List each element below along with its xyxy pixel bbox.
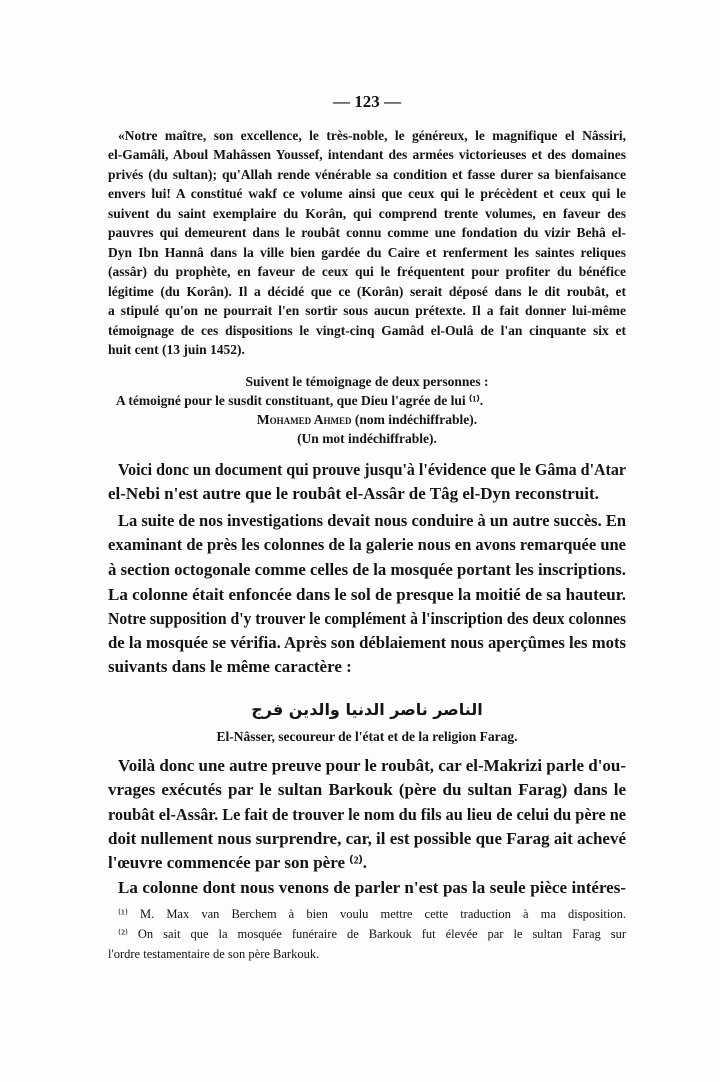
footnote-line	[118, 906, 626, 923]
paragraph-line	[108, 559, 634, 581]
quote-line	[118, 127, 626, 145]
quote-line	[108, 322, 626, 340]
inscription-translation-text: El-Nâsser, secoureur de l'état et de la religion Farag.	[216, 729, 518, 744]
paragraph-line-text: roubât el-Assâr. Le fait de trouver le nom du fils au lieu de celui du père ne	[108, 805, 626, 824]
quote-line	[108, 166, 626, 184]
quote-line	[108, 244, 626, 262]
quote-line	[108, 263, 626, 281]
paragraph-line	[108, 608, 670, 630]
quote-line-text: Dyn Ibn Hannâ dans la ville bien gardée du Caire et renferment les saintes reliques	[108, 245, 626, 260]
quote-line-text: légitime (du Korân). Il a décidé que ce (Korân) serait déposé dans le dit roubât, et	[108, 284, 626, 299]
quote-line-text: (assâr) du prophète, en faveur de ceux qui le fréquentent pour profiter du bénéfice	[108, 264, 626, 279]
arabic-inscription	[251, 700, 482, 719]
paragraph-line-text: La colonne dont nous venons de parler n'est pas la seule pièce intéres-	[118, 878, 626, 897]
witness-note-text: (Un mot indéchiffrable).	[297, 431, 437, 446]
quote-line	[108, 224, 626, 242]
paragraph-line	[118, 459, 658, 481]
footnote-line	[108, 946, 319, 963]
paragraph-line-text: doit nullement nous surprendre, car, il est possible que Farag ait achevé	[108, 829, 626, 848]
quote-line-text: suivent du saint exemplaire du Korân, qui comprend trente volumes, en faveur des	[108, 206, 626, 221]
paragraph-line	[108, 534, 642, 556]
paragraph-line	[108, 632, 636, 654]
quote-line	[108, 283, 626, 301]
witness-intro-text: Suivent le témoignage de deux personnes :	[245, 374, 489, 389]
quote-line	[108, 185, 626, 203]
paragraph-line-text: La suite de nos investigations devait nous conduire à un autre succès. En	[118, 511, 626, 530]
paragraph-line-text: La colonne était enfoncée dans le sol de presque la moitié de sa hauteur.	[108, 585, 626, 604]
quote-line	[108, 302, 626, 320]
page-number-text: — 123 —	[333, 92, 401, 111]
quote-line	[108, 205, 626, 223]
paragraph-line-text: suivants dans le même caractère :	[108, 657, 352, 676]
paragraph-line	[108, 483, 599, 505]
paragraph-line-text: Voici donc un document qui prouve jusqu'à l'évidence que le Gâma d'Atar	[118, 460, 626, 479]
quote-line-text: pauvres qui demeurent dans le roubât connu comme une fondation du vizir Behâ el-	[108, 225, 626, 240]
quote-line-text: privés (du sultan); qu'Allah rende vénérable sa condition et fasse durer sa bienfaisance	[108, 167, 626, 182]
quote-line-text: a stipulé qu'on ne pourrait l'en sortir sous aucun prétexte. Il a fait donner lui-même	[108, 303, 626, 318]
quote-line-text: el-Gamâli, Aboul Mahâssen Youssef, intendant des armées victorieuses et des domaines	[108, 147, 626, 162]
quote-line	[108, 146, 626, 164]
arabic-inscription-text: الناصر ناصر الدنيا والدين فرج	[251, 700, 483, 719]
witness-line-text: A témoigné pour le susdit constituant, que Dieu l'agrée de lui ⁽¹⁾.	[116, 393, 484, 408]
paragraph-line-text: examinant de près les colonnes de la galerie nous en avons remarquée une	[108, 535, 626, 554]
quote-line-text: huit cent (13 juin 1452).	[108, 342, 245, 357]
witness-name-text	[257, 411, 477, 429]
witness-name	[257, 411, 477, 429]
paragraph-line	[118, 510, 642, 532]
footnote-line-text: ⁽¹⁾ M. Max van Berchem à bien voulu mettre cette traduction à ma disposition.	[118, 907, 626, 921]
paragraph-line	[108, 656, 352, 678]
quote-line-text: envers lui! A constitué wakf ce volume ainsi que ceux qui le précèdent et ceux qui le	[108, 186, 626, 201]
quote-line-text: témoignage de ces dispositions le vingt-cinq Gamâd el-Oulâ de l'an cinquante six et	[108, 323, 626, 338]
footnote-line	[118, 926, 626, 943]
paragraph-line	[108, 779, 626, 801]
paragraph-line-text: Voilà donc une autre preuve pour le roubât, car el-Makrizi parle d'ou-	[118, 756, 626, 775]
page-number	[333, 92, 401, 112]
paragraph-line	[118, 755, 627, 777]
paragraph-line	[108, 852, 367, 874]
paragraph-line-text: de la mosquée se vérifia. Après son déblaiement nous aperçûmes les mots	[108, 633, 626, 652]
paragraph-line	[108, 584, 626, 606]
witness-name-rest: (nom indéchiffrable).	[351, 412, 478, 427]
paragraph-line	[108, 828, 627, 850]
paragraph-line	[108, 804, 650, 826]
paragraph-line-text: el-Nebi n'est autre que le roubât el-Assâr de Tâg el-Dyn reconstruit.	[108, 484, 599, 503]
quote-line	[108, 341, 245, 359]
quote-line-text: «Notre maître, son excellence, le très-noble, le généreux, le magnifique el Nâssiri,	[118, 128, 626, 143]
footnote-line-text: l'ordre testamentaire de son père Barkouk.	[108, 947, 320, 961]
paragraph-line-text: à section octogonale comme celles de la mosquée portant les inscriptions.	[108, 560, 626, 579]
paragraph-line-text: Notre supposition d'y trouver le complément à l'inscription des deux colonnes	[108, 609, 626, 628]
paragraph-line-text: vrages exécutés par le sultan Barkouk (père du sultan Farag) dans le	[108, 780, 626, 799]
footnote-line-text: ⁽²⁾ On sait que la mosquée funéraire de Barkouk fut élevée par le sultan Farag sur	[118, 927, 626, 941]
inscription-translation	[217, 728, 518, 746]
witness-name-smallcaps: Mohamed Ahmed	[256, 412, 352, 427]
witness-intro	[246, 373, 489, 391]
paragraph-line-text: l'œuvre commencée par son père ⁽²⁾.	[108, 853, 367, 872]
witness-note	[297, 430, 437, 448]
paragraph-line	[118, 877, 626, 899]
witness-line	[116, 392, 483, 410]
